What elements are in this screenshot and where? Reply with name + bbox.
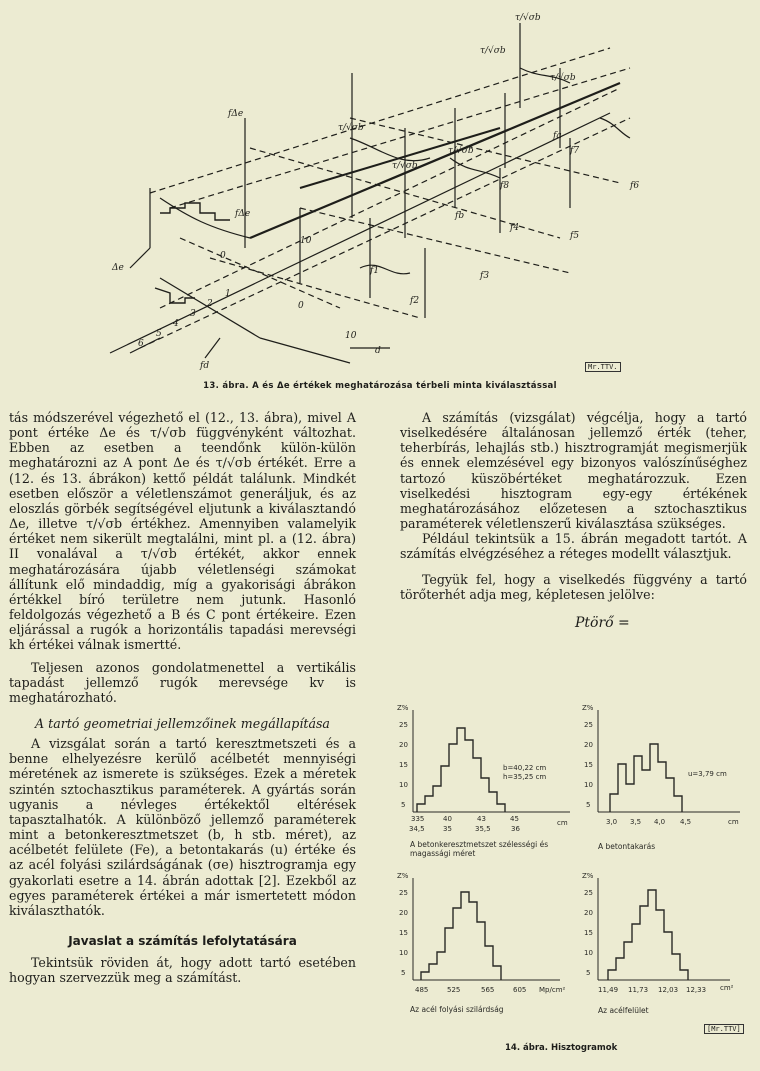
fig13-label: τ/√σb (392, 161, 418, 171)
histogram-label: A betontakarás (598, 842, 656, 851)
fig13-label: τ/√σb (338, 123, 364, 133)
paragraph: A vizsgálat során a tartó keresztmetszeti és a benne elhelyezésre kerülő acélbetét mennyiségi méretének az ismerete is szükséges. Ezek a méretek szintén sztochasztikus paraméterek. A gyártás során ugyanis a névleges értékektől eltérések tapasztalhatók. A különböző jellemző paraméterek mint a betonkeresztmetszet (b, h stb. méret), az acélbetét felülete (Fe), a betontakarás (u) értéke és az acél folyási szilárdságának (σe) hisztrogramja egy gyakorlati esetre a 14. ábrán adottak [2]. Ezekből az egyes paraméterek értékei a már ismertetett módon kiválaszthatók. (9, 736, 356, 918)
x-unit: cm² (720, 984, 734, 992)
histogram-steel-area (580, 870, 755, 1005)
paragraph: Tekintsük röviden át, hogy adott tartó esetében hogyan szervezzük meg a számítást. (9, 955, 356, 986)
fig13-label: 2 (207, 299, 213, 309)
y-axis-label: Z% (582, 872, 594, 880)
y-tick: 15 (584, 929, 593, 937)
figure-13-caption: 13. ábra. A és Δe értékek meghatározása térbeli minta kiválasztással (203, 381, 557, 391)
paragraph: tás módszerével végezhető el (12., 13. ábra), mivel A pont értéke Δe és τ/√σb függvényként változhat. Ebben az esetben a teendőnk külön-külön meghatározni az A pont Δe és τ/√σb értékét. Erre a (12. és 13. ábrákon) kettő példát találunk. Mindkét esetben először a véletlenszámot generáljuk, és az eloszlás görbék segítségével eljutunk a kiválasztandó Δe, illetve τ/√σb értékhez. Amennyiben valamelyik értéket nem sikerült megtalálni, mint pl. a (12. ábra) II vonalával a τ/√σb értékét, akkor ennek meghatározására újabb véletlenségi számokat állítunk elő mindaddig, míg a gyakorisági ábrákon értékkel bíró területre nem jutunk. Hasonló feldolgozás végezhető a B és C pont értékeire. Ezen eljárással a rugók a horizontális tapadási merevségi kh értékei válnak ismertté. (9, 410, 356, 653)
paragraph: Tegyük fel, hogy a viselkedés függvény a tartó törőterhét adja meg, képletesen jelölve: (400, 571, 747, 602)
y-tick: 15 (399, 929, 408, 937)
x-tick: 4,0 (654, 818, 666, 826)
fig13-label: 6 (138, 339, 144, 349)
fig13-label: τ/√σb (480, 46, 506, 56)
fig13-label: 0 (220, 251, 226, 261)
fig13-label: 0 (298, 301, 304, 311)
fig13-label: 5 (156, 329, 162, 339)
x-tick: 45 (510, 815, 519, 823)
x-tick: 36 (511, 825, 520, 833)
x-tick: 12,33 (686, 986, 707, 994)
y-tick: 25 (399, 889, 408, 897)
y-tick: 20 (399, 909, 408, 917)
histogram-label: Az acélfelület (598, 1006, 649, 1015)
left-column (9, 410, 356, 985)
paragraph: Például tekintsük a 15. ábrán megadott tartót. A számítás elvégzéséhez a réteges modellt választjuk. (400, 531, 747, 562)
x-tick: 35,5 (475, 825, 491, 833)
fig13-label: d (375, 346, 381, 356)
y-tick: 5 (401, 801, 406, 809)
figure-14-stamp: [Mr.TTV] (704, 1024, 744, 1034)
fig13-label: fΔe (235, 209, 251, 219)
figure-13-diagram (100, 8, 660, 378)
y-axis-label: Z% (397, 872, 409, 880)
x-tick: 3,5 (630, 818, 642, 826)
histogram-label: Az acél folyási szilárdság (410, 1005, 504, 1014)
fig13-label: τ/√σb (550, 73, 576, 83)
fig13-label: τ/√σb (515, 13, 541, 23)
x-tick: 11,73 (628, 986, 649, 994)
fig13-label: f3 (480, 271, 490, 281)
x-tick: 12,03 (658, 986, 679, 994)
y-tick: 10 (584, 949, 593, 957)
y-tick: 5 (586, 969, 591, 977)
subsection-heading: A tartó geometriai jellemzőinek megállapítása (35, 715, 330, 731)
fig13-label: f2 (410, 296, 420, 306)
y-tick: 15 (584, 761, 593, 769)
y-tick: 10 (584, 781, 593, 789)
y-tick: 10 (399, 781, 408, 789)
fig13-label: f6 (630, 181, 640, 191)
y-tick: 20 (584, 741, 593, 749)
y-tick: 5 (401, 969, 406, 977)
figure-13-stamp: Mr.TTV. (585, 362, 621, 372)
formula: Ptörő = (575, 614, 630, 631)
right-column (400, 410, 747, 631)
y-axis-label: Z% (397, 704, 409, 712)
x-unit: cm (557, 819, 568, 827)
x-tick: 4,5 (680, 818, 692, 826)
histogram-label: A betonkeresztmetszet szélességi és magassági méret (410, 840, 549, 858)
paragraph: Teljesen azonos gondolatmenettel a vertikális tapadást jellemző rugók merevsége kv is meghatározható. (9, 659, 356, 705)
fig13-label: 1 (225, 289, 231, 299)
x-tick: 34,5 (409, 825, 425, 833)
x-unit: cm (728, 818, 739, 826)
x-tick: 43 (477, 815, 486, 823)
fig13-label: 10 (345, 331, 357, 341)
fig13-label: fa (553, 131, 562, 141)
y-tick: 10 (399, 949, 408, 957)
x-tick: 525 (447, 986, 461, 994)
fig13-label: τ/√σb (448, 146, 474, 156)
x-tick: 35 (443, 825, 452, 833)
y-tick: 5 (586, 801, 591, 809)
x-unit: Mp/cm² (539, 986, 566, 994)
fig13-label: fd (200, 361, 210, 371)
x-tick: 11,49 (598, 986, 619, 994)
section-heading: Javaslat a számítás lefolytatására (68, 934, 297, 948)
fig13-label: f1 (370, 266, 380, 276)
x-tick: 335 (411, 815, 425, 823)
x-tick: 605 (513, 986, 527, 994)
fig13-label: f7 (570, 146, 580, 156)
fig13-label: 3 (190, 309, 196, 319)
y-tick: 25 (584, 889, 593, 897)
x-tick: 565 (481, 986, 495, 994)
fig13-label: 10 (300, 236, 312, 246)
y-axis-label: Z% (582, 704, 594, 712)
fig13-label: f8 (500, 181, 510, 191)
x-tick: 40 (443, 815, 452, 823)
x-tick: 485 (415, 986, 429, 994)
annotation: h=35,25 cm (503, 773, 547, 781)
fig13-label: fb (455, 211, 465, 221)
figure-14-caption: 14. ábra. Hisztogramok (505, 1043, 618, 1053)
fig13-label: f4 (510, 223, 520, 233)
fig13-label: f5 (570, 231, 580, 241)
fig13-label: 4 (173, 319, 179, 329)
fig13-label: Δe (112, 263, 124, 273)
fig13-label: fΔe (228, 109, 244, 119)
y-tick: 20 (584, 909, 593, 917)
paragraph: A számítás (vizsgálat) végcélja, hogy a tartó viselkedésére általánosan jellemző érték (teher, teherbírás, lehajlás stb.) hisztrogramját megismerjük és ennek elemzésével egy bizonyos valószínűséghez tartozó küszöbértéket meghatározzuk. Ezen viselkedési hisztogram egy-egy értékének meghatározásához előzetesen a sztochasztikus paraméterek véletlenszerű kiválasztása szükséges. (400, 410, 747, 532)
y-tick: 20 (399, 741, 408, 749)
histogram-yield-strength (395, 870, 575, 1005)
y-tick: 15 (399, 761, 408, 769)
annotation: u=3,79 cm (688, 770, 727, 778)
annotation: b=40,22 cm (503, 764, 547, 772)
x-tick: 3,0 (606, 818, 618, 826)
y-tick: 25 (584, 721, 593, 729)
y-tick: 25 (399, 721, 408, 729)
